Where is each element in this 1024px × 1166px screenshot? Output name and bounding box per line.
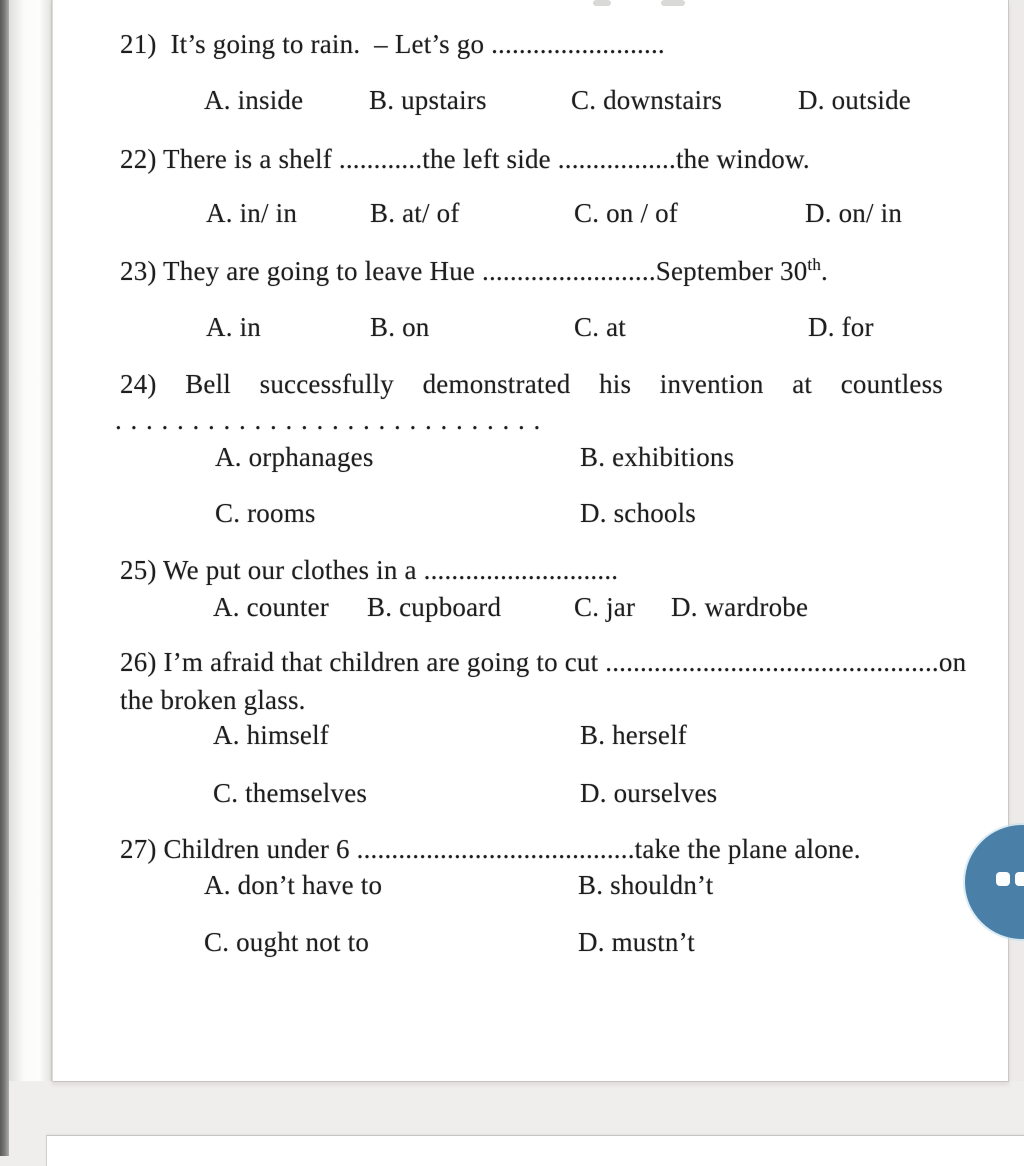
question-25-text: 25) We put our clothes in a ............................ [120, 555, 619, 585]
question-26-option-c: C. themselves [213, 778, 368, 808]
question-27-option-d: D. mustn’t [578, 927, 696, 957]
question-25-option-a: A. counter [213, 592, 329, 622]
question-26-option-a: A. himself [213, 720, 329, 750]
question-22-option-a: A. in/ in [206, 198, 298, 228]
question-25-option-d: D. wardrobe [671, 592, 809, 622]
question-27-text: 27) Children under 6 ........................................take the plane alone. [120, 834, 861, 864]
question-27-option-b: B. shouldn’t [578, 870, 714, 900]
question-23-text-period: . [821, 256, 828, 286]
document-page-2 [46, 1135, 1024, 1166]
cutoff-text-artifact [593, 0, 611, 6]
page-spine-strip [0, 0, 9, 1156]
question-26-text: 26) I’m afraid that children are going to cut ................................................on [120, 647, 967, 677]
question-22-text: 22) There is a shelf ............the left side .................the window. [120, 144, 810, 174]
question-25-option-b: B. cupboard [367, 592, 502, 622]
question-25-option-c: C. jar [574, 592, 636, 622]
question-21-option-c: C. downstairs [571, 85, 723, 115]
question-21-option-d: D. outside [798, 85, 911, 115]
question-26-option-b: B. herself [580, 720, 687, 750]
question-24-option-d: D. schools [580, 498, 696, 528]
document-page-1 [52, 0, 1009, 1082]
question-24-option-a: A. orphanages [215, 442, 374, 472]
cutoff-text-artifact [661, 0, 685, 6]
question-23-text [120, 255, 828, 287]
question-23-option-b: B. on [370, 312, 430, 342]
question-23-option-d: D. for [808, 312, 874, 342]
question-22-option-c: C. on / of [574, 198, 679, 228]
question-22-option-b: B. at/ of [370, 198, 460, 228]
question-24-blank-dots: . . . . . . . . . . . . . . . . . . . . . . . . . . . . [115, 405, 542, 435]
question-27-option-c: C. ought not to [204, 927, 370, 957]
question-24-option-b: B. exhibitions [580, 442, 735, 472]
question-22-option-d: D. on/ in [805, 198, 903, 228]
question-24-option-c: C. rooms [215, 498, 316, 528]
question-23-option-a: A. in [206, 312, 261, 342]
question-23-option-c: C. at [574, 312, 626, 342]
question-21-option-b: B. upstairs [369, 85, 487, 115]
question-21-text: 21) It’s going to rain. – Let’s go ......................... [120, 29, 665, 59]
question-23-ordinal-suffix: th [807, 255, 822, 274]
question-23-text-main: 23) They are going to leave Hue .........................September 30 [120, 256, 808, 286]
question-26-text-line2: the broken glass. [120, 685, 306, 715]
question-24-text: 24) Bell successfully demonstrated his invention at countless [120, 369, 943, 399]
question-21-option-a: A. inside [204, 85, 304, 115]
question-27-option-a: A. don’t have to [204, 870, 383, 900]
page-edge-strip [9, 0, 52, 1081]
question-26-option-d: D. ourselves [580, 778, 718, 808]
